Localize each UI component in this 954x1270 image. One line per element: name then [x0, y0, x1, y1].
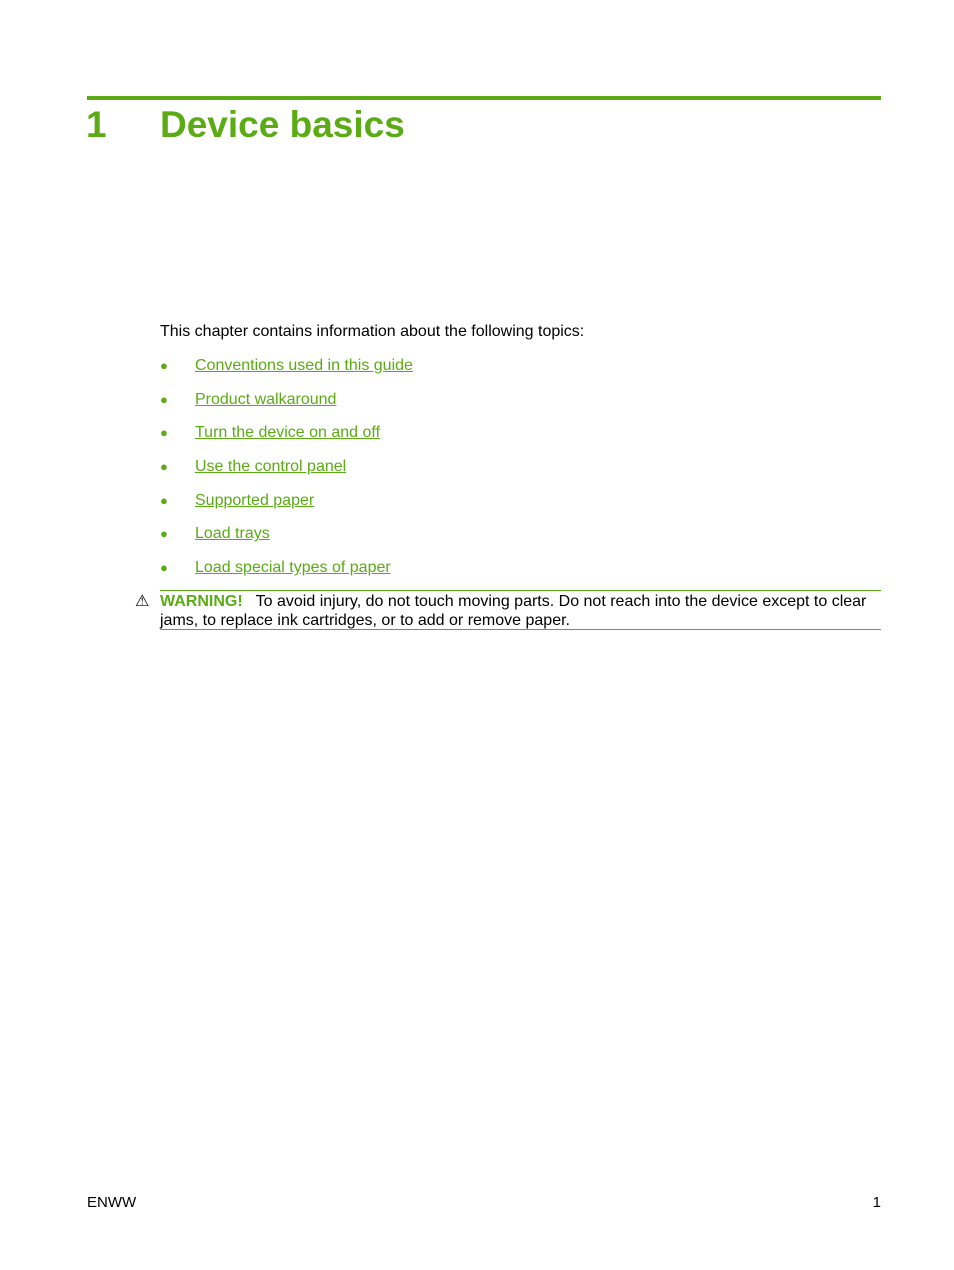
bullet-icon: ●	[160, 560, 168, 576]
warning-label: WARNING!	[160, 593, 243, 610]
bullet-icon: ●	[160, 526, 168, 542]
bullet-icon: ●	[160, 492, 168, 508]
page-number: 1	[872, 1194, 881, 1211]
bullet-icon: ●	[160, 425, 168, 441]
intro-text: This chapter contains information about the following topics:	[160, 323, 585, 340]
warning-text	[160, 592, 881, 630]
topic-link-control-panel[interactable]: Use the control panel	[195, 458, 347, 476]
bullet-icon: ●	[160, 459, 168, 475]
topic-link-load-special-paper[interactable]: Load special types of paper	[195, 559, 391, 577]
chapter-title: Device basics	[160, 104, 405, 145]
topic-link-supported-paper[interactable]: Supported paper	[195, 491, 315, 509]
warning-message: To avoid injury, do not touch moving parts. Do not reach into the device except to clear jams, to replace ink cartridges, or to add or remove paper.	[160, 593, 867, 629]
chapter-number: 1	[86, 104, 107, 145]
topic-link-load-trays[interactable]: Load trays	[195, 525, 270, 543]
topic-link-product-walkaround[interactable]: Product walkaround	[195, 390, 337, 408]
chapter-rule	[87, 96, 881, 100]
footer-enww: ENWW	[87, 1194, 137, 1211]
topic-link-conventions[interactable]: Conventions used in this guide	[195, 357, 413, 374]
topic-link-turn-on-off[interactable]: Turn the device on and off	[195, 424, 381, 442]
warning-triangle-icon: ⚠	[135, 593, 150, 610]
bullet-icon: ●	[160, 391, 168, 407]
bullet-icon: ●	[160, 358, 168, 373]
